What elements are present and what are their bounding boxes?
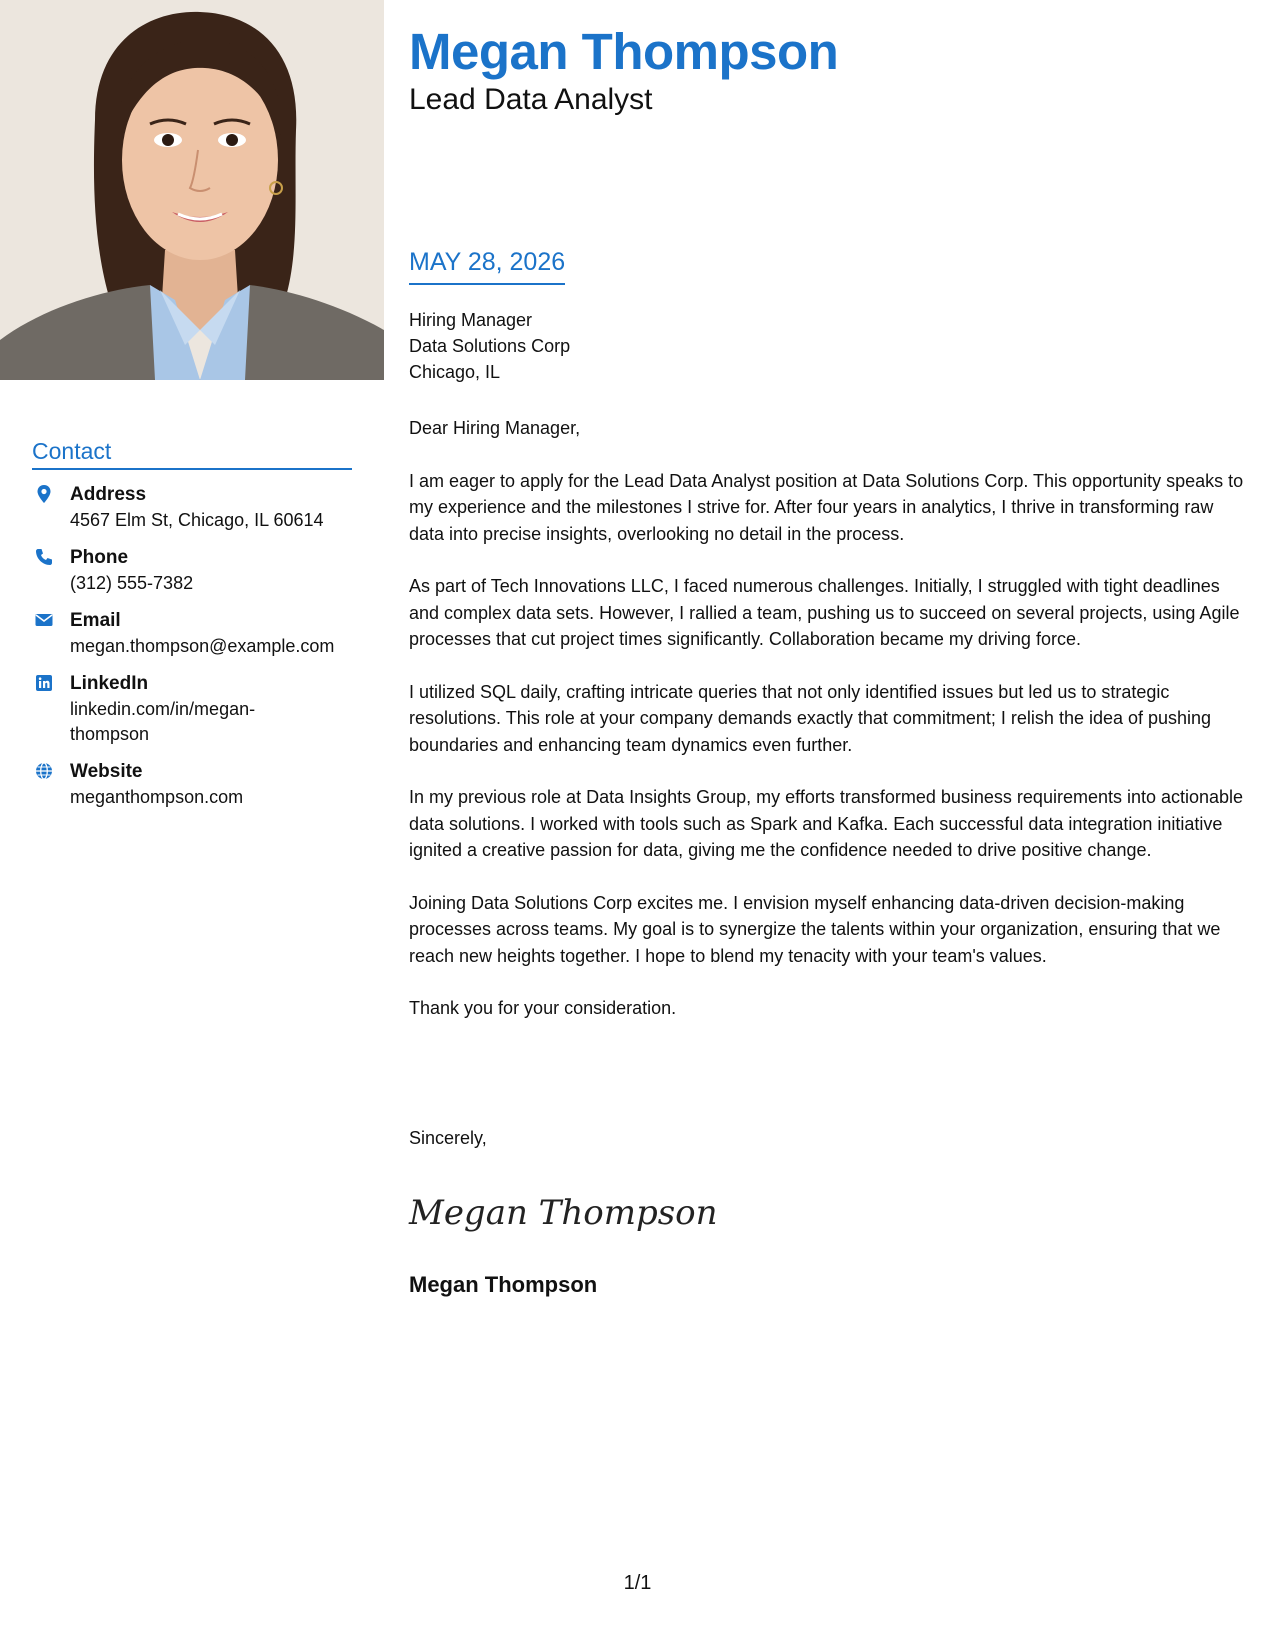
handwritten-signature bbox=[407, 1182, 718, 1242]
paragraph-5: Joining Data Solutions Corp excites me. I envision myself enhancing data-driven decision-making processes across teams. My goal is to synergize the talents within your organization, ensuring that we reach new heights together. I hope to blend my tenacity with your team's values. bbox=[409, 892, 1221, 966]
paragraph-2: As part of Tech Innovations LLC, I faced numerous challenges. Initially, I struggled with tight deadlines and complex data sets. However, I rallied a team, pushing us to succeed on several projects, using Agile processes that cut project times significantly. Collaboration became my driving force. bbox=[409, 576, 1240, 649]
letter-date: MAY 28, 2026 bbox=[409, 248, 565, 285]
letter-body bbox=[409, 415, 1244, 1048]
letter-date-wrap bbox=[409, 248, 565, 285]
email-label: Email bbox=[70, 610, 121, 631]
address-label: Address bbox=[70, 484, 147, 505]
closing-line: Thank you for your consideration. bbox=[409, 998, 677, 1018]
recipient-block bbox=[409, 307, 570, 385]
contact-item-phone bbox=[32, 545, 352, 596]
header bbox=[409, 20, 1244, 118]
signed-name: Megan Thompson bbox=[409, 1272, 598, 1297]
applicant-name: Megan Thompson bbox=[409, 23, 839, 80]
globe-icon bbox=[34, 761, 54, 781]
website-value[interactable]: meganthompson.com bbox=[70, 787, 244, 807]
profile-photo bbox=[0, 0, 384, 380]
phone-label: Phone bbox=[70, 547, 129, 568]
signature-text: Megan Thompson bbox=[409, 1193, 718, 1233]
contact-item-email bbox=[32, 608, 352, 659]
paragraph-4: In my previous role at Data Insights Group, my efforts transformed business requirements into actionable data solutions. I worked with tools such as Spark and Kafka. Each successful data integration initiative ignited a creative passion for data, giving me the confidence needed to drive positive change. bbox=[409, 787, 1244, 860]
greeting: Dear Hiring Manager, bbox=[409, 418, 581, 438]
address-value: 4567 Elm St, Chicago, IL 60614 bbox=[70, 510, 324, 530]
envelope-icon bbox=[34, 610, 54, 630]
page-number: 1/1 bbox=[623, 1572, 652, 1594]
job-title: Lead Data Analyst bbox=[409, 83, 653, 116]
contact-item-linkedin bbox=[32, 671, 352, 747]
linkedin-label: LinkedIn bbox=[70, 673, 149, 694]
recipient-location: Chicago, IL bbox=[409, 362, 501, 382]
contact-item-website bbox=[32, 759, 352, 810]
recipient-title: Hiring Manager bbox=[409, 310, 533, 330]
contact-item-address bbox=[32, 482, 352, 533]
signoff: Sincerely, bbox=[409, 1128, 487, 1148]
contact-section bbox=[32, 438, 352, 822]
linkedin-value[interactable]: linkedin.com/in/megan-thompson bbox=[70, 699, 256, 744]
paragraph-3: I utilized SQL daily, crafting intricate queries that not only identified issues but led us to strategic resolutions. This role at your company demands exactly that commitment; I relish the idea of pushing boundaries and enhancing team dynamics even further. bbox=[409, 681, 1212, 755]
email-value[interactable]: megan.thompson@example.com bbox=[70, 636, 335, 656]
recipient-company: Data Solutions Corp bbox=[409, 336, 571, 356]
website-label: Website bbox=[70, 761, 143, 782]
paragraph-1: I am eager to apply for the Lead Data Analyst position at Data Solutions Corp. This opportunity speaks to my experience and the milestones I strive for. After four years in analytics, I thrive in transforming raw data into precise insights, overlooking no detail in the process. bbox=[409, 470, 1244, 544]
linkedin-icon bbox=[34, 673, 54, 693]
portrait-image bbox=[0, 0, 384, 380]
phone-icon bbox=[34, 547, 54, 567]
phone-value: (312) 555-7382 bbox=[70, 573, 194, 593]
signature-image bbox=[407, 1182, 718, 1242]
location-pin-icon bbox=[34, 484, 54, 504]
contact-heading: Contact bbox=[32, 438, 352, 470]
